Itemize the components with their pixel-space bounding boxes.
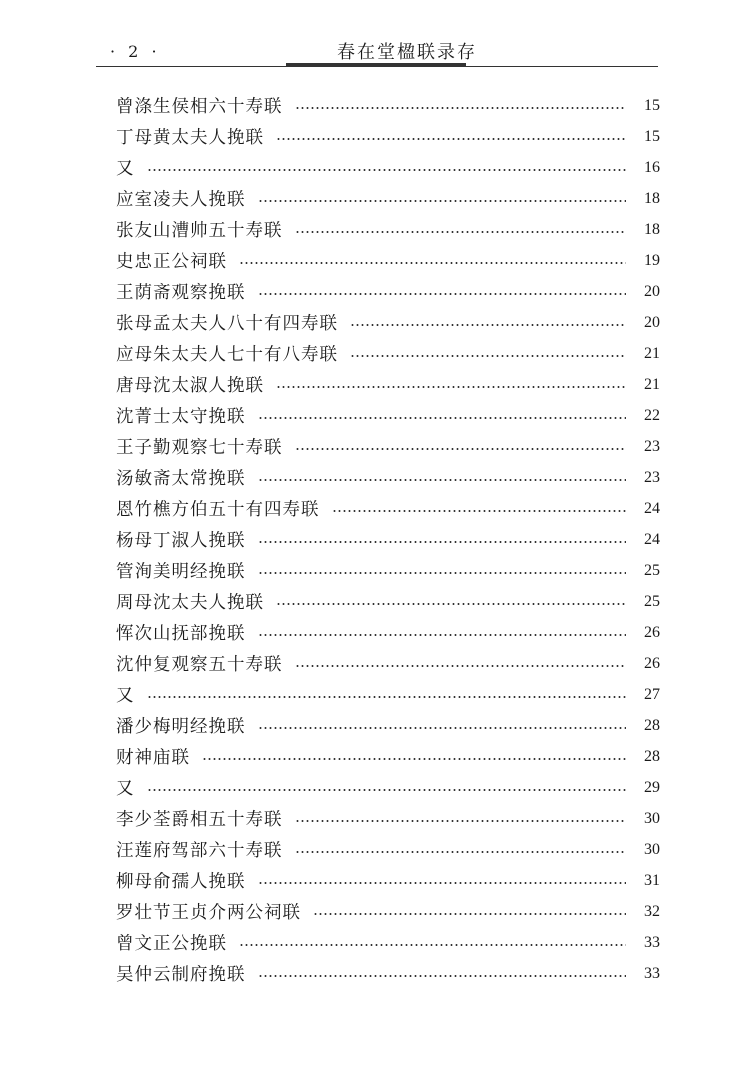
toc-entry-page: 20 [644,313,660,331]
toc-entry-page: 16 [644,158,660,176]
toc-entry-page: 33 [644,933,660,951]
dot-leader [295,231,627,233]
toc-entry-title: 周母沈太夫人挽联 [116,593,264,613]
toc-entry[interactable] [116,307,660,338]
toc-entry-page: 22 [644,406,660,424]
toc-entry[interactable] [116,183,660,214]
toc-entry-title: 丁母黄太夫人挽联 [116,128,264,148]
toc-entry[interactable] [116,431,660,462]
dot-leader [295,851,627,853]
toc-entry[interactable] [116,524,660,555]
toc-entry-page: 30 [644,809,660,827]
dot-leader [258,572,627,574]
toc-entry[interactable] [116,710,660,741]
toc-entry-page: 25 [644,592,660,610]
toc-entry-title: 张母孟太夫人八十有四寿联 [116,314,338,334]
toc-entry-page: 28 [644,747,660,765]
dot-leader [258,882,627,884]
toc-entry[interactable] [116,896,660,927]
toc-entry-page: 27 [644,685,660,703]
toc-entry-page: 30 [644,840,660,858]
toc-entry-title: 恩竹樵方伯五十有四寿联 [116,500,320,520]
dot-leader [147,789,627,791]
dot-leader [258,293,627,295]
toc-entry-page: 24 [644,499,660,517]
toc-entry[interactable] [116,121,660,152]
toc-entry[interactable] [116,462,660,493]
toc-entry[interactable] [116,245,660,276]
toc-entry-title: 又 [116,779,135,799]
toc-entry[interactable] [116,772,660,803]
dot-leader [258,634,627,636]
toc-entry-title: 王荫斋观察挽联 [116,283,246,303]
dot-leader [295,665,627,667]
toc-entry-title: 柳母俞孺人挽联 [116,872,246,892]
toc-entry[interactable] [116,586,660,617]
toc-entry-page: 28 [644,716,660,734]
book-title: 春在堂楹联录存 [337,42,477,63]
dot-leader [147,169,627,171]
toc-entry[interactable] [116,617,660,648]
dot-leader [147,696,627,698]
toc-entry-title: 李少荃爵相五十寿联 [116,810,283,830]
toc-entry-title: 曾涤生侯相六十寿联 [116,97,283,117]
toc-entry[interactable] [116,865,660,896]
dot-leader [239,262,626,264]
toc-entry[interactable] [116,276,660,307]
dot-leader [350,355,626,357]
dot-leader [276,386,626,388]
toc-entry-page: 20 [644,282,660,300]
toc-entry-title: 潘少梅明经挽联 [116,717,246,737]
toc-entry-page: 29 [644,778,660,796]
toc-entry[interactable] [116,400,660,431]
dot-leader [276,603,626,605]
toc-entry[interactable] [116,369,660,400]
toc-entry-title: 张友山漕帅五十寿联 [116,221,283,241]
dot-leader [332,510,627,512]
toc-entry-page: 24 [644,530,660,548]
dot-leader [202,758,626,760]
toc-entry[interactable] [116,741,660,772]
toc-entry[interactable] [116,152,660,183]
toc-entry[interactable] [116,555,660,586]
toc-entry[interactable] [116,648,660,679]
toc-entry-page: 21 [644,375,660,393]
dot-leader [313,913,626,915]
toc-entry-page: 25 [644,561,660,579]
toc-entry[interactable] [116,338,660,369]
dot-leader [350,324,626,326]
toc-entry-title: 沈仲复观察五十寿联 [116,655,283,675]
toc-entry-title: 恽次山抚部挽联 [116,624,246,644]
toc-entry-title: 吴仲云制府挽联 [116,965,246,985]
toc-entry[interactable] [116,493,660,524]
dot-leader [258,479,627,481]
toc-entry-page: 21 [644,344,660,362]
toc-entry[interactable] [116,958,660,989]
dot-leader [258,727,627,729]
table-of-contents [116,90,660,989]
toc-entry-page: 18 [644,220,660,238]
toc-entry[interactable] [116,679,660,710]
toc-entry-title: 汪莲府驾部六十寿联 [116,841,283,861]
page-number: · 2 · [110,42,161,61]
toc-entry-page: 33 [644,964,660,982]
toc-entry-page: 23 [644,468,660,486]
dot-leader [276,138,626,140]
dot-leader [295,820,627,822]
toc-entry-page: 18 [644,189,660,207]
toc-entry-title: 罗壮节王贞介两公祠联 [116,903,301,923]
toc-entry[interactable] [116,803,660,834]
toc-entry-page: 32 [644,902,660,920]
dot-leader [258,975,627,977]
toc-entry-page: 31 [644,871,660,889]
dot-leader [258,541,627,543]
dot-leader [258,200,627,202]
toc-entry-title: 杨母丁淑人挽联 [116,531,246,551]
toc-entry-title: 财神庙联 [116,748,190,768]
dot-leader [258,417,627,419]
toc-entry-page: 26 [644,623,660,641]
toc-entry-title: 曾文正公挽联 [116,934,227,954]
toc-entry-title: 应室凌夫人挽联 [116,190,246,210]
toc-entry-page: 15 [644,96,660,114]
toc-entry[interactable] [116,90,660,121]
toc-entry-title: 王子勤观察七十寿联 [116,438,283,458]
toc-entry[interactable] [116,834,660,865]
toc-entry-page: 26 [644,654,660,672]
toc-entry-title: 汤敏斋太常挽联 [116,469,246,489]
toc-entry-title: 应母朱太夫人七十有八寿联 [116,345,338,365]
toc-entry-title: 管洵美明经挽联 [116,562,246,582]
dot-leader [239,944,626,946]
page-header [96,34,658,68]
toc-entry-title: 又 [116,159,135,179]
toc-entry[interactable] [116,927,660,958]
header-rule-accent [286,63,466,67]
toc-entry-title: 唐母沈太淑人挽联 [116,376,264,396]
toc-entry-title: 沈菁士太守挽联 [116,407,246,427]
toc-entry-page: 19 [644,251,660,269]
dot-leader [295,448,627,450]
toc-entry-page: 15 [644,127,660,145]
dot-leader [295,107,627,109]
toc-entry-title: 史忠正公祠联 [116,252,227,272]
toc-entry-page: 23 [644,437,660,455]
toc-entry[interactable] [116,214,660,245]
toc-entry-title: 又 [116,686,135,706]
